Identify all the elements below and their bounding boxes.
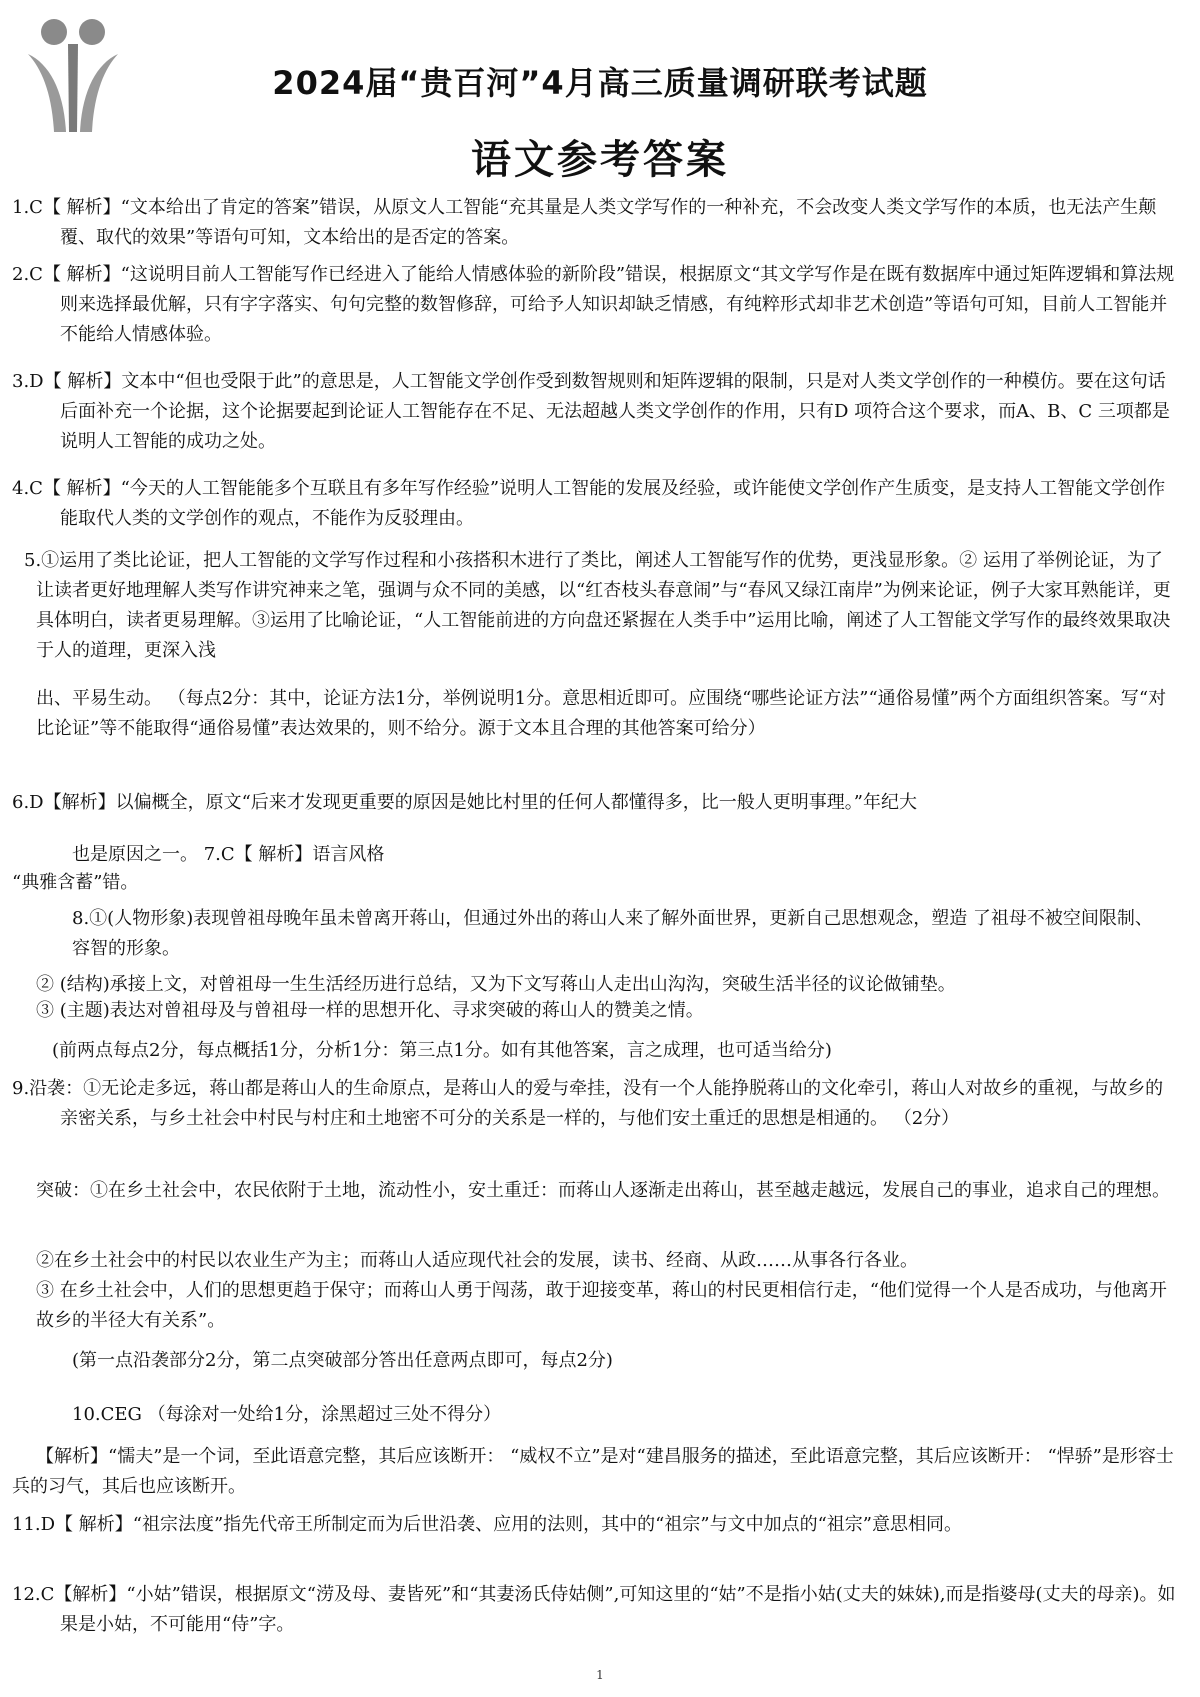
answer-10-analysis: 【解析】“懦夫”是一个词，至此语意完整，其后应该断开： “威权不立”是对“建昌服务的描述，至此语意完整，其后应该断开： “悍骄”是形容士兵的习气，其后也应该断开。: [12, 1446, 1174, 1497]
answer-9-scoring: (第一点沿袭部分2分，第二点突破部分答出任意两点即可，每点2分): [72, 1350, 613, 1371]
answer-5: 5.①运用了类比论证，把人工智能的文学写作过程和小孩搭积木进行了类比，阐述人工智能写作的优势，更浅显形象。② 运用了举例论证，为了让读者更好地理解人类写作讲究神来之笔，强调与众不同的美感，以“红杏枝头春意闹”与“春风又绿江南岸”为例来论证，例子大家耳熟能详，更具体明白，读者更易理解。③运用了比喻论证，“人工智能前进的方向盘还紧握在人类手中”运用比喻，阐述了人工智能文学写作的最终效果取决于人的道理，更深入浅: [24, 550, 1171, 661]
page-subtitle: 语文参考答案: [471, 137, 729, 183]
answer-9-point-2: ②在乡土社会中的村民以农业生产为主；而蒋山人适应现代社会的发展，读书、经商、从政……从事各行各业。: [36, 1250, 918, 1271]
answer-8-2: ② (结构)承接上文，对曾祖母一生生活经历进行总结，又为下文写蒋山人走出山沟沟，突破生活半径的议论做铺垫。: [36, 974, 956, 995]
answer-2: 2.C【 解析】“这说明目前人工智能写作已经进入了能给人情感体验的新阶段”错误，根据原文“其文学写作是在既有数据库中通过矩阵逻辑和算法规则来选择最优解，只有字字落实、句句完整的数智修辞，可给予人知识却缺乏情感，有纯粹形式却非艺术创造”等语句可知，目前人工智能并不能给人情感体验。: [12, 264, 1175, 345]
answer-1: 1.C【 解析】“文本给出了肯定的答案”错误，从原文人工智能“充其量是人类文学写作的一种补充，不会改变人类文学写作的本质，也无法产生颠覆、取代的效果”等语句可知，文本给出的是否定的答案。: [12, 197, 1157, 248]
answer-6: 6.D【解析】以偏概全，原文“后来才发现更重要的原因是她比村里的任何人都懂得多，比一般人更明事理。”年纪大: [12, 792, 918, 813]
answer-5-scoring: 出、平易生动。 （每点2分：其中，论证方法1分，举例说明1分。意思相近即可。应围绕“哪些论证方法”“通俗易懂”两个方面组织答案。写“对比论证”等不能取得“通俗易懂”表达效果的，则不给分。源于文本且合理的其他答案可给分）: [36, 688, 1167, 739]
answer-8-1: 8.①(人物形象)表现曾祖母晚年虽未曾离开蒋山，但通过外出的蒋山人来了解外面世界，更新自己思想观念，塑造 了祖母不被空间限制、容智的形象。: [72, 908, 1153, 959]
answer-9: 9.沿袭：①无论走多远，蒋山都是蒋山人的生命原点，是蒋山人的爱与牵挂，没有一个人能挣脱蒋山的文化牵引，蒋山人对故乡的重视，与故乡的亲密关系，与乡土社会中村民与村庄和土地密不可分的关系是一样的，与他们安土重迁的思想是相通的。 （2分）: [12, 1078, 1164, 1129]
answer-12: 12.C【解析】“小姑”错误，根据原文“涝及母、妻皆死”和“其妻汤氏侍姑侧”,可知这里的“姑”不是指小姑(丈夫的妹妹),而是指婆母(丈夫的母亲)。如果是小姑，不可能用“侍”字。: [12, 1584, 1176, 1635]
answer-9-point-3: ③ 在乡土社会中，人们的思想更趋于保守；而蒋山人勇于闯荡，敢于迎接变革，蒋山的村民更相信行走，“他们觉得一个人是否成功，与他离开故乡的半径大有关系”。: [36, 1280, 1167, 1331]
page-title: 2024届“贵百河”4月高三质量调研联考试题: [272, 64, 928, 102]
answer-11: 11.D【 解析】“祖宗法度”指先代帝王所制定而为后世沿袭、应用的法则，其中的“祖宗”与文中加点的“祖宗”意思相同。: [12, 1514, 962, 1535]
answer-4: 4.C【 解析】“今天的人工智能能多个互联且有多年写作经验”说明人工智能的发展及经验，或许能使文学创作产生质变，是支持人工智能文学创作能取代人类的文学创作的观点，不能作为反驳理由。: [12, 478, 1166, 529]
answer-10: 10.CEG （每涂对一处给1分，涂黑超过三处不得分）: [72, 1404, 502, 1425]
page-number: 1: [596, 1668, 604, 1682]
answer-3: 3.D【 解析】文本中“但也受限于此”的意思是，人工智能文学创作受到数智规则和矩阵逻辑的限制，只是对人类文学创作的一种模仿。要在这句话后面补充一个论据，这个论据要起到论证人工智能存在不足、无法超越人类文学创作的作用，只有D 项符合这个要求，而A、B、C 三项都是说明人工智能的成功之处。: [12, 371, 1170, 452]
answer-6-7: 也是原因之一。 7.C【 解析】语言风格: [72, 844, 385, 865]
answer-9-breakthrough: 突破：①在乡土社会中，农民依附于土地，流动性小，安土重迁：而蒋山人逐渐走出蒋山，甚至越走越远，发展自己的事业，追求自己的理想。: [36, 1180, 1170, 1201]
answer-8-3: ③ (主题)表达对曾祖母及与曾祖母一样的思想开化、寻求突破的蒋山人的赞美之情。: [36, 1000, 704, 1021]
answer-8-scoring: (前两点每点2分，每点概括1分，分析1分：第三点1分。如有其他答案，言之成理，也可适当给分): [52, 1040, 832, 1061]
answer-7-cont: “典雅含蓄”错。: [12, 872, 139, 893]
